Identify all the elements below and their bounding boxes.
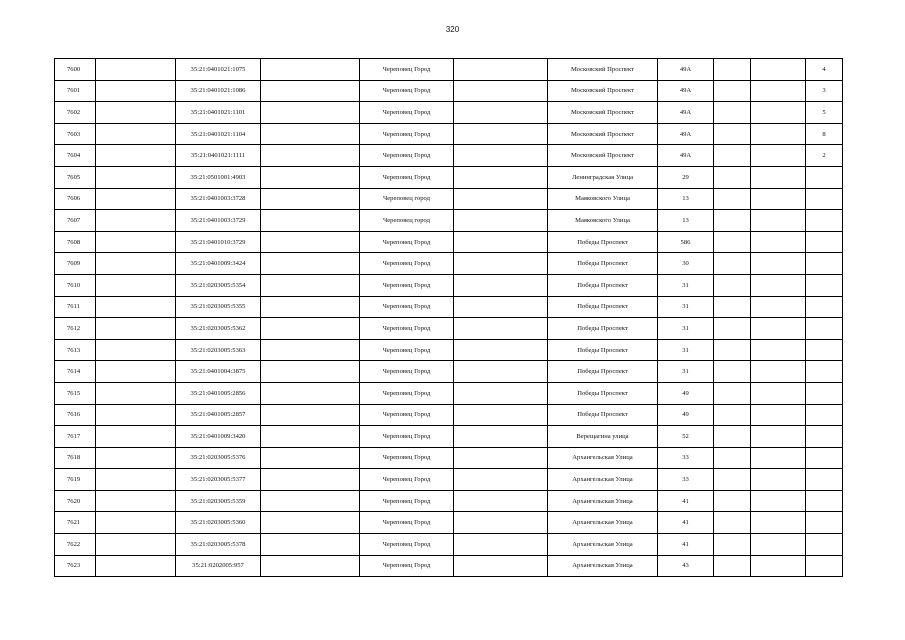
cadastral-number-cell: 35:21:0401009:3424: [176, 253, 261, 275]
empty-cell: [261, 296, 360, 318]
record-number-cell: 7621: [55, 512, 96, 534]
empty-cell: [96, 166, 176, 188]
empty-cell: [261, 361, 360, 383]
table-row: [55, 296, 843, 318]
table-row: [55, 339, 843, 361]
street-cell: Архангельская Улица: [548, 469, 658, 491]
empty-cell: [96, 274, 176, 296]
empty-cell: [751, 253, 806, 275]
record-number-cell: 7622: [55, 534, 96, 556]
empty-cell: [96, 490, 176, 512]
street-cell: Победы Проспект: [548, 296, 658, 318]
empty-cell: [751, 382, 806, 404]
house-number-cell: 33: [658, 469, 714, 491]
city-cell: Череповец Город: [360, 231, 454, 253]
empty-cell: [261, 253, 360, 275]
empty-cell: [714, 80, 751, 102]
empty-cell: [714, 361, 751, 383]
empty-cell: [454, 123, 548, 145]
record-number-cell: 7606: [55, 188, 96, 210]
empty-cell: [751, 469, 806, 491]
table-row: [55, 123, 843, 145]
house-number-cell: 31: [658, 296, 714, 318]
cadastral-number-cell: 35:21:0401004:3875: [176, 361, 261, 383]
table-row: [55, 253, 843, 275]
cadastral-number-cell: 35:21:0203005:5377: [176, 469, 261, 491]
empty-cell: [96, 339, 176, 361]
empty-cell: [714, 512, 751, 534]
record-number-cell: 7609: [55, 253, 96, 275]
empty-cell: [714, 123, 751, 145]
street-cell: Архангельская Улица: [548, 534, 658, 556]
empty-cell: [261, 166, 360, 188]
empty-cell: [261, 447, 360, 469]
apartment-number-cell: 2: [806, 145, 843, 167]
house-number-cell: 49А: [658, 102, 714, 124]
empty-cell: [751, 512, 806, 534]
cadastral-number-cell: 35:21:0401003:3729: [176, 210, 261, 232]
street-cell: Московский Проспект: [548, 59, 658, 81]
empty-cell: [96, 555, 176, 577]
table-row: [55, 469, 843, 491]
cadastral-number-cell: 35:21:0401021:1101: [176, 102, 261, 124]
record-number-cell: 7619: [55, 469, 96, 491]
empty-cell: [96, 210, 176, 232]
apartment-number-cell: [806, 253, 843, 275]
apartment-number-cell: 8: [806, 123, 843, 145]
city-cell: Череповец Город: [360, 534, 454, 556]
empty-cell: [96, 361, 176, 383]
house-number-cell: 31: [658, 361, 714, 383]
apartment-number-cell: [806, 296, 843, 318]
city-cell: Череповец Город: [360, 512, 454, 534]
empty-cell: [751, 188, 806, 210]
empty-cell: [261, 123, 360, 145]
empty-cell: [751, 59, 806, 81]
table-row: [55, 447, 843, 469]
empty-cell: [454, 80, 548, 102]
empty-cell: [96, 59, 176, 81]
street-cell: Московский Проспект: [548, 102, 658, 124]
city-cell: Череповец город: [360, 188, 454, 210]
record-number-cell: 7613: [55, 339, 96, 361]
empty-cell: [96, 253, 176, 275]
empty-cell: [454, 253, 548, 275]
empty-cell: [261, 339, 360, 361]
cadastral-number-cell: 35:21:0401021:1086: [176, 80, 261, 102]
record-number-cell: 7610: [55, 274, 96, 296]
house-number-cell: 41: [658, 512, 714, 534]
apartment-number-cell: [806, 512, 843, 534]
table-row: [55, 188, 843, 210]
apartment-number-cell: [806, 318, 843, 340]
empty-cell: [454, 188, 548, 210]
cadastral-number-cell: 35:21:0401009:3420: [176, 426, 261, 448]
record-number-cell: 7608: [55, 231, 96, 253]
city-cell: Череповец Город: [360, 102, 454, 124]
record-number-cell: 7616: [55, 404, 96, 426]
cadastral-number-cell: 35:21:0401003:3728: [176, 188, 261, 210]
street-cell: Победы Проспект: [548, 382, 658, 404]
empty-cell: [714, 231, 751, 253]
empty-cell: [261, 318, 360, 340]
apartment-number-cell: [806, 210, 843, 232]
empty-cell: [714, 318, 751, 340]
empty-cell: [454, 210, 548, 232]
record-number-cell: 7601: [55, 80, 96, 102]
city-cell: Череповец Город: [360, 318, 454, 340]
empty-cell: [714, 339, 751, 361]
cadastral-number-cell: 35:21:0401021:1104: [176, 123, 261, 145]
house-number-cell: 30: [658, 253, 714, 275]
table-row: [55, 274, 843, 296]
record-number-cell: 7602: [55, 102, 96, 124]
empty-cell: [261, 145, 360, 167]
empty-cell: [454, 382, 548, 404]
apartment-number-cell: [806, 339, 843, 361]
house-number-cell: 49: [658, 404, 714, 426]
table-row: [55, 361, 843, 383]
empty-cell: [454, 534, 548, 556]
city-cell: Череповец Город: [360, 274, 454, 296]
table-row: [55, 534, 843, 556]
empty-cell: [454, 426, 548, 448]
empty-cell: [96, 80, 176, 102]
empty-cell: [454, 318, 548, 340]
empty-cell: [261, 210, 360, 232]
city-cell: Череповец Город: [360, 80, 454, 102]
apartment-number-cell: 3: [806, 80, 843, 102]
empty-cell: [261, 102, 360, 124]
empty-cell: [96, 447, 176, 469]
empty-cell: [751, 80, 806, 102]
empty-cell: [454, 361, 548, 383]
cadastral-number-cell: 35:21:0203005:5376: [176, 447, 261, 469]
apartment-number-cell: [806, 426, 843, 448]
empty-cell: [751, 339, 806, 361]
empty-cell: [454, 274, 548, 296]
city-cell: Череповец Город: [360, 382, 454, 404]
empty-cell: [454, 145, 548, 167]
apartment-number-cell: [806, 382, 843, 404]
empty-cell: [96, 231, 176, 253]
empty-cell: [714, 102, 751, 124]
empty-cell: [714, 490, 751, 512]
empty-cell: [261, 231, 360, 253]
empty-cell: [261, 490, 360, 512]
street-cell: Победы Проспект: [548, 318, 658, 340]
empty-cell: [454, 490, 548, 512]
table-row: [55, 80, 843, 102]
record-number-cell: 7604: [55, 145, 96, 167]
city-cell: Череповец Город: [360, 253, 454, 275]
street-cell: Архангельская Улица: [548, 555, 658, 577]
record-number-cell: 7611: [55, 296, 96, 318]
empty-cell: [751, 123, 806, 145]
empty-cell: [751, 404, 806, 426]
cadastral-number-cell: 35:21:0401005:2856: [176, 382, 261, 404]
page-number: 320: [445, 25, 460, 34]
apartment-number-cell: [806, 274, 843, 296]
street-cell: Архангельская Улица: [548, 447, 658, 469]
empty-cell: [96, 426, 176, 448]
empty-cell: [454, 512, 548, 534]
registry-body: [55, 59, 843, 577]
table-row: [55, 231, 843, 253]
street-cell: Победы Проспект: [548, 339, 658, 361]
record-number-cell: 7607: [55, 210, 96, 232]
apartment-number-cell: [806, 361, 843, 383]
table-row: [55, 102, 843, 124]
empty-cell: [714, 447, 751, 469]
empty-cell: [714, 210, 751, 232]
cadastral-number-cell: 35:21:0401005:2857: [176, 404, 261, 426]
empty-cell: [454, 339, 548, 361]
house-number-cell: 29: [658, 166, 714, 188]
registry-table: [54, 58, 843, 577]
cadastral-number-cell: 35:21:0203005:5354: [176, 274, 261, 296]
city-cell: Череповец Город: [360, 123, 454, 145]
cadastral-number-cell: 35:21:0401021:1075: [176, 59, 261, 81]
city-cell: Череповец город: [360, 210, 454, 232]
empty-cell: [454, 102, 548, 124]
house-number-cell: 31: [658, 339, 714, 361]
city-cell: Череповец Город: [360, 361, 454, 383]
cadastral-number-cell: 35:21:0203005:5360: [176, 512, 261, 534]
apartment-number-cell: 5: [806, 102, 843, 124]
city-cell: Череповец Город: [360, 339, 454, 361]
empty-cell: [751, 426, 806, 448]
empty-cell: [751, 296, 806, 318]
empty-cell: [751, 361, 806, 383]
empty-cell: [454, 296, 548, 318]
apartment-number-cell: [806, 555, 843, 577]
apartment-number-cell: [806, 404, 843, 426]
apartment-number-cell: [806, 231, 843, 253]
city-cell: Череповец Город: [360, 145, 454, 167]
empty-cell: [751, 490, 806, 512]
table-row: [55, 490, 843, 512]
record-number-cell: 7603: [55, 123, 96, 145]
house-number-cell: 41: [658, 490, 714, 512]
empty-cell: [96, 469, 176, 491]
city-cell: Череповец Город: [360, 166, 454, 188]
street-cell: Победы Проспект: [548, 361, 658, 383]
empty-cell: [96, 123, 176, 145]
empty-cell: [261, 426, 360, 448]
empty-cell: [751, 555, 806, 577]
cadastral-number-cell: 35:21:0202005:957: [176, 555, 261, 577]
city-cell: Череповец Город: [360, 404, 454, 426]
cadastral-number-cell: 35:21:0501001:4903: [176, 166, 261, 188]
house-number-cell: 41: [658, 534, 714, 556]
empty-cell: [714, 404, 751, 426]
street-cell: Московский Проспект: [548, 80, 658, 102]
empty-cell: [751, 231, 806, 253]
apartment-number-cell: [806, 447, 843, 469]
cadastral-number-cell: 35:21:0401021:1111: [176, 145, 261, 167]
street-cell: Победы Проспект: [548, 404, 658, 426]
empty-cell: [714, 253, 751, 275]
empty-cell: [454, 166, 548, 188]
empty-cell: [96, 102, 176, 124]
record-number-cell: 7618: [55, 447, 96, 469]
empty-cell: [714, 188, 751, 210]
empty-cell: [96, 534, 176, 556]
house-number-cell: 33: [658, 447, 714, 469]
record-number-cell: 7600: [55, 59, 96, 81]
empty-cell: [714, 59, 751, 81]
empty-cell: [751, 274, 806, 296]
city-cell: Череповец Город: [360, 426, 454, 448]
house-number-cell: 586: [658, 231, 714, 253]
house-number-cell: 49А: [658, 80, 714, 102]
empty-cell: [261, 80, 360, 102]
empty-cell: [261, 188, 360, 210]
house-number-cell: 31: [658, 274, 714, 296]
empty-cell: [751, 210, 806, 232]
empty-cell: [751, 318, 806, 340]
table-row: [55, 145, 843, 167]
empty-cell: [714, 274, 751, 296]
house-number-cell: 49: [658, 382, 714, 404]
empty-cell: [96, 512, 176, 534]
record-number-cell: 7612: [55, 318, 96, 340]
city-cell: Череповец Город: [360, 296, 454, 318]
empty-cell: [714, 426, 751, 448]
empty-cell: [96, 382, 176, 404]
empty-cell: [96, 296, 176, 318]
empty-cell: [454, 59, 548, 81]
street-cell: Ленинградская Улица: [548, 166, 658, 188]
street-cell: Верещагина улица: [548, 426, 658, 448]
cadastral-number-cell: 35:21:0203005:5378: [176, 534, 261, 556]
empty-cell: [454, 469, 548, 491]
street-cell: Победы Проспект: [548, 231, 658, 253]
empty-cell: [261, 59, 360, 81]
apartment-number-cell: [806, 534, 843, 556]
empty-cell: [454, 447, 548, 469]
record-number-cell: 7615: [55, 382, 96, 404]
apartment-number-cell: 4: [806, 59, 843, 81]
house-number-cell: 13: [658, 210, 714, 232]
city-cell: Череповец Город: [360, 469, 454, 491]
cadastral-number-cell: 35:21:0203005:5363: [176, 339, 261, 361]
house-number-cell: 43: [658, 555, 714, 577]
empty-cell: [96, 145, 176, 167]
street-cell: Победы Проспект: [548, 253, 658, 275]
table-row: [55, 382, 843, 404]
city-cell: Череповец Город: [360, 59, 454, 81]
empty-cell: [454, 231, 548, 253]
apartment-number-cell: [806, 166, 843, 188]
empty-cell: [96, 404, 176, 426]
empty-cell: [751, 145, 806, 167]
city-cell: Череповец Город: [360, 490, 454, 512]
empty-cell: [261, 274, 360, 296]
empty-cell: [261, 534, 360, 556]
apartment-number-cell: [806, 469, 843, 491]
table-row: [55, 318, 843, 340]
empty-cell: [751, 534, 806, 556]
street-cell: Московский Проспект: [548, 145, 658, 167]
empty-cell: [751, 166, 806, 188]
empty-cell: [261, 382, 360, 404]
cadastral-number-cell: 35:21:0401010:3729: [176, 231, 261, 253]
street-cell: Победы Проспект: [548, 274, 658, 296]
cadastral-number-cell: 35:21:0203005:5355: [176, 296, 261, 318]
street-cell: Маяковского Улица: [548, 210, 658, 232]
empty-cell: [714, 555, 751, 577]
record-number-cell: 7623: [55, 555, 96, 577]
empty-cell: [714, 145, 751, 167]
house-number-cell: 49А: [658, 59, 714, 81]
empty-cell: [751, 102, 806, 124]
empty-cell: [751, 447, 806, 469]
empty-cell: [454, 404, 548, 426]
empty-cell: [261, 555, 360, 577]
empty-cell: [454, 555, 548, 577]
house-number-cell: 31: [658, 318, 714, 340]
house-number-cell: 52: [658, 426, 714, 448]
street-cell: Архангельская Улица: [548, 490, 658, 512]
record-number-cell: 7617: [55, 426, 96, 448]
table-row: [55, 59, 843, 81]
empty-cell: [714, 469, 751, 491]
table-row: [55, 555, 843, 577]
empty-cell: [714, 382, 751, 404]
apartment-number-cell: [806, 188, 843, 210]
street-cell: Московский Проспект: [548, 123, 658, 145]
table-row: [55, 426, 843, 448]
house-number-cell: 49А: [658, 123, 714, 145]
house-number-cell: 49А: [658, 145, 714, 167]
street-cell: Архангельская Улица: [548, 512, 658, 534]
table-row: [55, 210, 843, 232]
empty-cell: [714, 534, 751, 556]
city-cell: Череповец Город: [360, 447, 454, 469]
record-number-cell: 7620: [55, 490, 96, 512]
empty-cell: [261, 469, 360, 491]
cadastral-number-cell: 35:21:0203005:5362: [176, 318, 261, 340]
empty-cell: [714, 166, 751, 188]
city-cell: Череповец Город: [360, 555, 454, 577]
house-number-cell: 13: [658, 188, 714, 210]
apartment-number-cell: [806, 490, 843, 512]
empty-cell: [96, 318, 176, 340]
street-cell: Маяковского Улица: [548, 188, 658, 210]
cadastral-number-cell: 35:21:0203005:5359: [176, 490, 261, 512]
table-row: [55, 166, 843, 188]
empty-cell: [96, 188, 176, 210]
table-row: [55, 404, 843, 426]
empty-cell: [261, 512, 360, 534]
empty-cell: [261, 404, 360, 426]
record-number-cell: 7614: [55, 361, 96, 383]
table-row: [55, 512, 843, 534]
empty-cell: [714, 296, 751, 318]
record-number-cell: 7605: [55, 166, 96, 188]
